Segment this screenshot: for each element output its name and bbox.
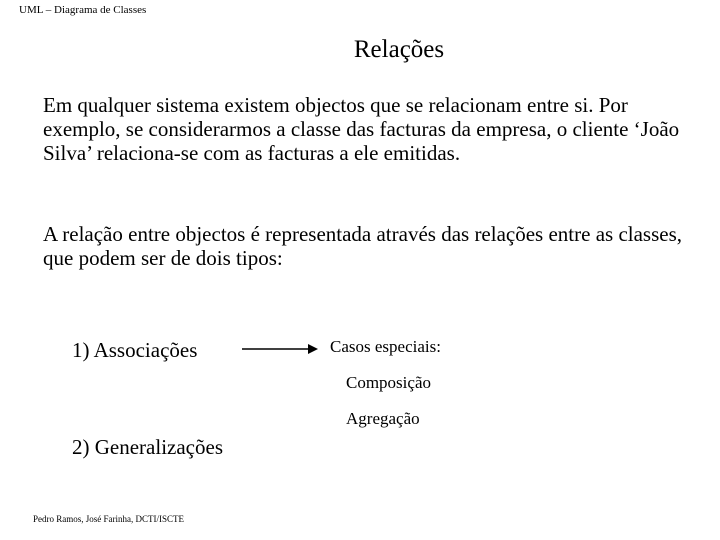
slide-footer: Pedro Ramos, José Farinha, DCTI/ISCTE — [33, 514, 184, 524]
slide-header: UML – Diagrama de Classes — [19, 4, 147, 16]
relations-paragraph: A relação entre objectos é representada através das relações entre as classes, que podem ser de dois tipos: — [43, 222, 683, 270]
slide-title-text: Relações — [353, 36, 445, 63]
special-cases-label: Casos especiais: — [330, 337, 441, 356]
composition-item: Composição — [346, 373, 431, 392]
aggregation-item: Agregação — [346, 409, 420, 428]
right-arrow-icon — [242, 341, 318, 357]
generalizations-item: 2) Generalizações — [72, 435, 223, 459]
intro-paragraph: Em qualquer sistema existem objectos que se relacionam entre si. Por exemplo, se considerarmos a classe das facturas da empresa, o cliente ‘João Silva’ relaciona-se com as facturas a ele emitidas. — [43, 93, 680, 165]
associations-item: 1) Associações — [72, 338, 198, 362]
slide-title — [0, 36, 720, 64]
